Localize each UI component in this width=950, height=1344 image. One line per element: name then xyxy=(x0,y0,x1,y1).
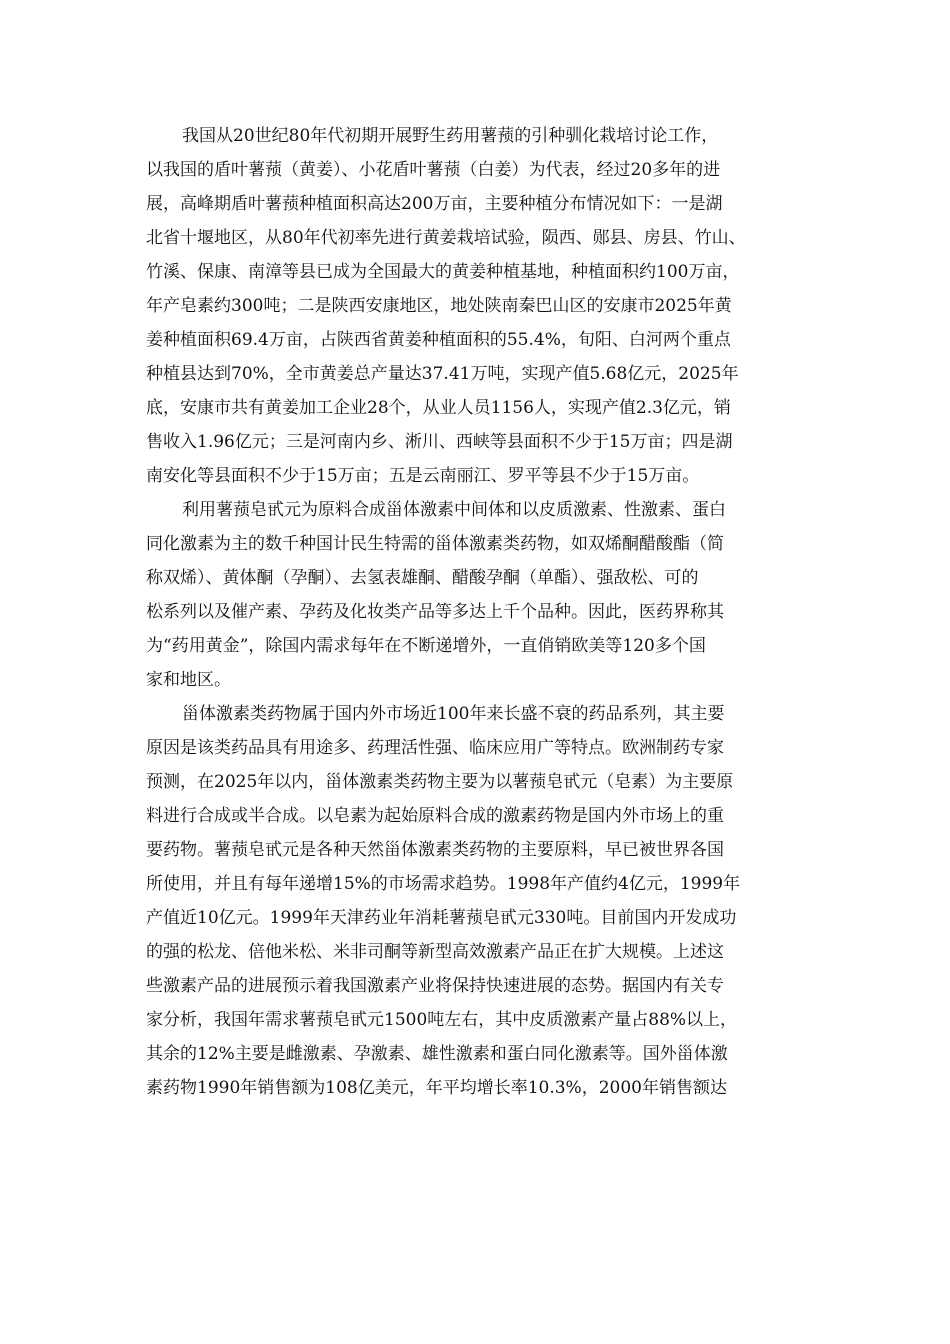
text-line: 以我国的盾叶薯蓣（黄姜）、小花盾叶薯蓣（白姜）为代表，经过20多年的进 xyxy=(146,160,721,180)
text-line: 些激素产品的进展预示着我国激素产业将保持快速进展的态势。据国内有关专 xyxy=(146,976,724,996)
text-line: 称双烯）、黄体酮（孕酮）、去氢表雄酮、醋酸孕酮（单酯）、强敌松、可的 xyxy=(146,568,699,588)
paragraph-2 xyxy=(146,493,806,697)
text-line: 素药物1990年销售额为108亿美元，年平均增长率10.3%，2000年销售额达 xyxy=(146,1078,727,1098)
paragraph-1 xyxy=(146,119,806,493)
text-line: 年产皂素约300吨；二是陕西安康地区，地处陕南秦巴山区的安康市2025年黄 xyxy=(146,296,732,316)
text-line: 为“药用黄金”，除国内需求每年在不断递增外，一直俏销欧美等120多个国 xyxy=(146,636,706,656)
text-line: 竹溪、保康、南漳等县已成为全国最大的黄姜种植基地，种植面积约100万亩， xyxy=(146,262,740,282)
text-line: 利用薯蓣皂甙元为原料合成甾体激素中间体和以皮质激素、性激素、蛋白 xyxy=(182,500,726,520)
text-line: 底，安康市共有黄姜加工企业28个，从业人员1156人，实现产值2.3亿元，销 xyxy=(146,398,731,418)
text-line: 北省十堰地区，从80年代初率先进行黄姜栽培试验，陨西、郧县、房县、竹山、 xyxy=(146,228,746,248)
text-line: 家分析，我国年需求薯蓣皂甙元1500吨左右，其中皮质激素产量占88%以上， xyxy=(146,1010,738,1030)
text-line: 原因是该类药品具有用途多、药理活性强、临床应用广等特点。欧洲制药专家 xyxy=(146,738,724,758)
text-line: 家和地区。 xyxy=(146,670,231,690)
text-line: 预测，在2025年以内，甾体激素类药物主要为以薯蓣皂甙元（皂素）为主要原 xyxy=(146,772,734,792)
text-line: 的强的松龙、倍他米松、米非司酮等新型高效激素产品正在扩大规模。上述这 xyxy=(146,942,724,962)
text-line: 同化激素为主的数千种国计民生特需的甾体激素类药物，如双烯酮醋酸酯（简 xyxy=(146,534,724,554)
text-line: 松系列以及催产素、孕药及化妆类产品等多达上千个品种。因此，医药界称其 xyxy=(146,602,724,622)
text-line: 南安化等县面积不少于15万亩；五是云南丽江、罗平等县不少于15万亩。 xyxy=(146,466,700,486)
text-line: 要药物。薯蓣皂甙元是各种天然甾体激素类药物的主要原料，早已被世界各国 xyxy=(146,840,724,860)
text-line: 所使用，并且有每年递增15%的市场需求趋势。1998年产值约4亿元，1999年 xyxy=(146,874,741,894)
text-line: 展，高峰期盾叶薯蓣种植面积高达200万亩，主要种植分布情况如下：一是湖 xyxy=(146,194,723,214)
text-line: 姜种植面积69.4万亩，占陕西省黄姜种植面积的55.4%，旬阳、白河两个重点 xyxy=(146,330,731,350)
text-line: 种植县达到70%，全市黄姜总产量达37.41万吨，实现产值5.68亿元，2025年 xyxy=(146,364,739,384)
text-line: 其余的12%主要是雌激素、孕激素、雄性激素和蛋白同化激素等。国外甾体激 xyxy=(146,1044,728,1064)
text-line: 我国从20世纪80年代初期开展野生药用薯蓣的引种驯化栽培讨论工作， xyxy=(182,126,719,146)
text-line: 产值近10亿元。1999年天津药业年消耗薯蓣皂甙元330吨。目前国内开发成功 xyxy=(146,908,737,928)
text-line: 料进行合成或半合成。以皂素为起始原料合成的激素药物是国内外市场上的重 xyxy=(146,806,724,826)
paragraph-3 xyxy=(146,697,806,1105)
text-line: 甾体激素类药物属于国内外市场近100年来长盛不衰的药品系列，其主要 xyxy=(182,704,725,724)
document-body xyxy=(146,119,806,1105)
text-line: 售收入1.96亿元；三是河南内乡、淅川、西峡等县面积不少于15万亩；四是湖 xyxy=(146,432,733,452)
